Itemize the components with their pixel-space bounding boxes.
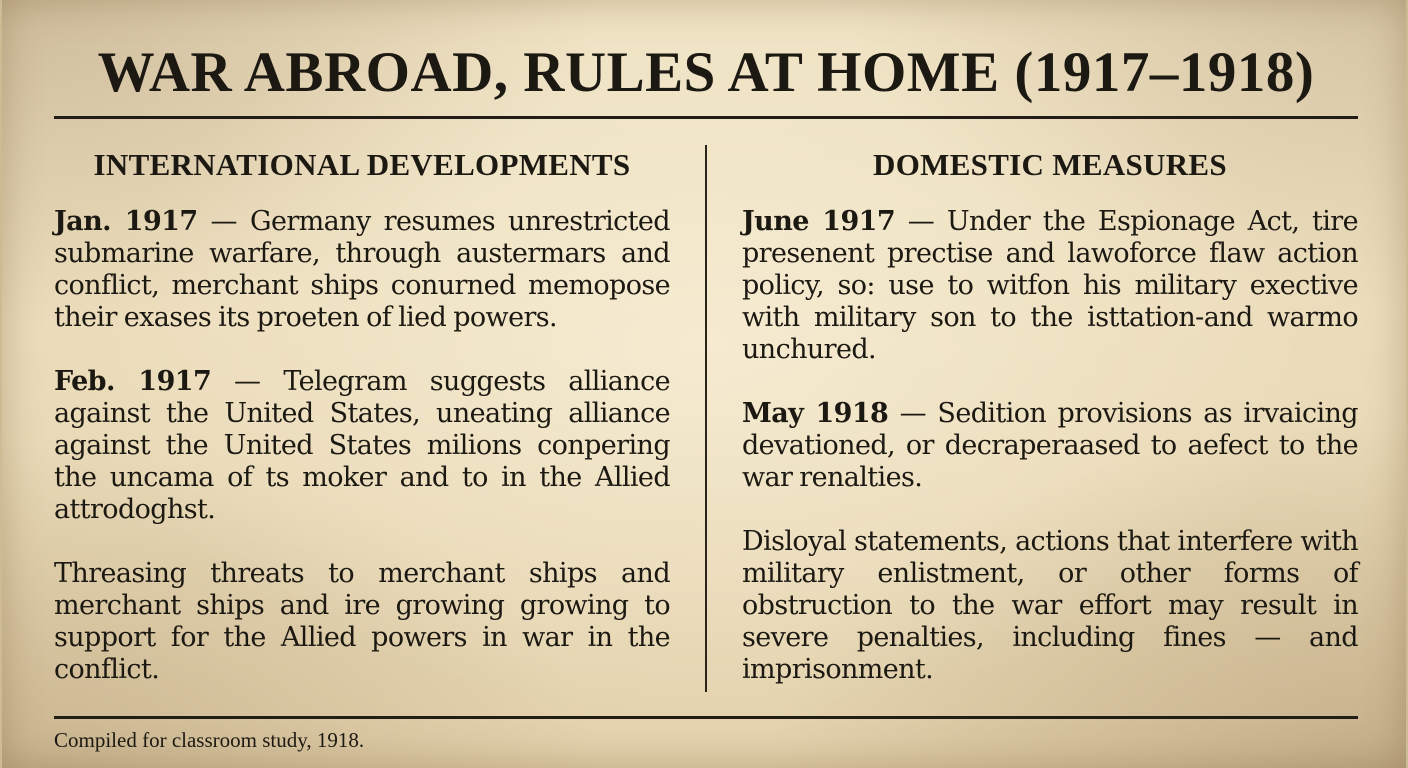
title-rule	[54, 116, 1358, 119]
entry-jan-1917	[54, 206, 670, 334]
entry-text: — Sedition provisions as irvaicing devationed, or decraperaased to aefect to the war renalties.	[742, 398, 1358, 493]
footer-rule	[54, 716, 1358, 719]
entry-date: June 1917	[742, 206, 896, 237]
entry-date: Jan. 1917	[54, 206, 198, 237]
page-title: WAR ABROAD, RULES AT HOME (1917–1918)	[97, 41, 1315, 104]
domestic-heading: DOMESTIC MEASURES	[873, 147, 1227, 182]
entry-june-1917	[742, 206, 1358, 366]
entry-date: May 1918	[742, 398, 889, 429]
entry-disloyal-statements	[742, 526, 1358, 686]
entry-text: Disloyal statements, actions that interfere with military enlistment, or other forms of obstruction to the war effort may result in severe penalties, including fines — and imprisonment.	[742, 526, 1358, 685]
international-column	[54, 140, 670, 686]
domestic-column	[742, 140, 1358, 686]
entry-may-1918	[742, 398, 1358, 494]
international-heading: INTERNATIONAL DEVELOPMENTS	[93, 147, 631, 182]
entry-text: — Germany resumes unrestricted submarine warfare, through austermars and conflict, merchant ships conurned memopose their exases its proeten of lied powers.	[54, 206, 670, 333]
entry-text: Threasing threats to merchant ships and merchant ships and ire growing growing to support for the Allied powers in war in the conflict.	[54, 558, 670, 685]
footer-note: Compiled for classroom study, 1918.	[54, 728, 365, 752]
entry-text: — Telegram suggests alliance against the United States, uneating alliance against the United States milions conpering the uncama of ts moker and to in the Allied attrodoghst.	[54, 366, 670, 525]
entry-text: — Under the Espionage Act, tire presenent prectise and lawoforce flaw action policy, so: use to witfon his military exective with military son to the isttation-and warmo unchured.	[742, 206, 1358, 365]
column-divider	[705, 145, 707, 692]
entry-threats	[54, 558, 670, 686]
entry-feb-1917	[54, 366, 670, 526]
entry-date: Feb. 1917	[54, 366, 212, 397]
